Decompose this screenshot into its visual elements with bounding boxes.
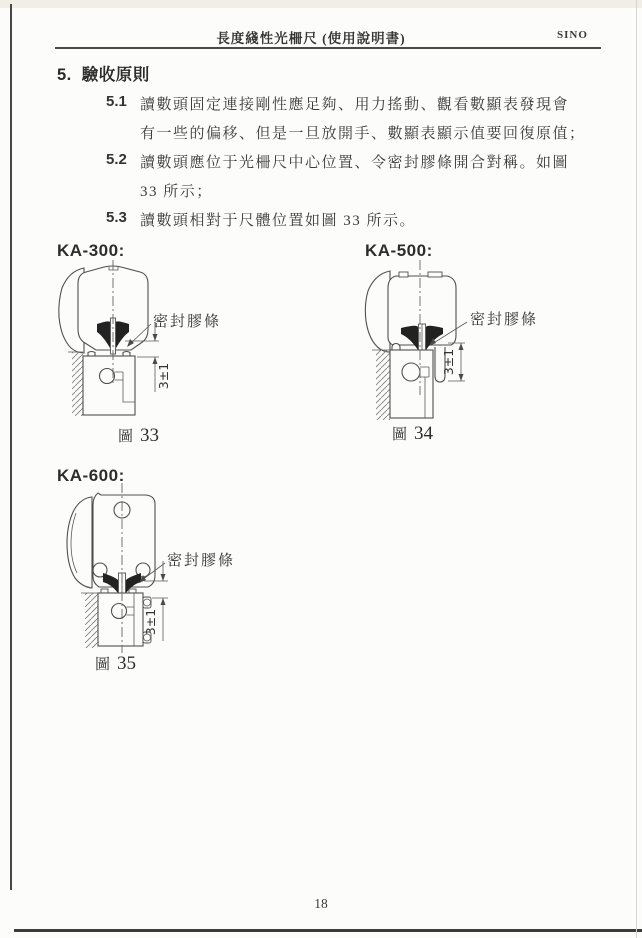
header-title: 長度綫性光柵尺 (使用說明書) [216, 31, 406, 46]
item-5-1-line-2: 有一些的偏移、但是一旦放開手、數顯表顯示值要回復原值； [140, 126, 586, 142]
caption-prefix: 圖 [392, 427, 408, 443]
page-number: 18 [314, 896, 328, 911]
scan-top-band [0, 0, 642, 8]
seal-strip-label: 密封膠條 [167, 553, 236, 569]
figure-34-caption [392, 423, 433, 445]
item-5-1-number: 5.1 [106, 93, 127, 110]
item-5-3-number: 5.3 [106, 209, 127, 226]
reading-head-bracket [390, 350, 433, 418]
figure-33-caption [118, 425, 159, 447]
section-number: 5. [57, 66, 72, 84]
caption-number: 34 [414, 423, 434, 444]
ka300-cross-section-drawing [57, 260, 307, 440]
scan-bottom-border [14, 929, 642, 932]
item-5-3-line-1: 讀數頭相對于尺體位置如圖 33 所示。 [140, 213, 417, 229]
header-rule [55, 47, 601, 49]
item-5-2-line-2: 33 所示； [140, 184, 213, 200]
caption-number: 35 [117, 653, 137, 674]
gap-dimension-label: 3±1 [156, 362, 171, 390]
scan-right-edge [636, 0, 637, 938]
section-heading [57, 61, 150, 85]
caption-prefix: 圖 [95, 657, 111, 673]
caption-number: 33 [140, 425, 160, 446]
item-5-2-number: 5.2 [106, 151, 127, 168]
wall-hatching [85, 593, 98, 648]
ka600-cross-section-drawing [55, 481, 315, 676]
section-title: 驗收原則 [81, 66, 150, 84]
wall-hatching [376, 350, 390, 420]
gap-dimension-label: 3±1 [441, 348, 456, 376]
ka500-cross-section-drawing [363, 260, 613, 440]
figure-ka500-model-label: KA-500: [365, 241, 433, 260]
reading-head-bracket [83, 356, 135, 415]
wall-hatching [72, 352, 83, 416]
figure-35-caption [95, 653, 136, 675]
caption-prefix: 圖 [118, 429, 134, 445]
gap-dimension-label: 3±1 [143, 608, 158, 636]
seal-strip-label: 密封膠條 [470, 312, 539, 328]
figure-ka600-model-label: KA-600: [57, 466, 125, 485]
scan-left-border [10, 4, 12, 890]
figure-ka300-model-label: KA-300: [57, 241, 125, 260]
reading-head-bracket [98, 593, 143, 646]
item-5-2-line-1: 讀數頭應位于光柵尺中心位置、令密封膠條開合對稱。如圖 [140, 155, 570, 171]
seal-strip-label: 密封膠條 [153, 314, 222, 330]
item-5-1-line-1: 讀數頭固定連接剛性應足夠、用力搖動、觀看數顯表發現會 [140, 97, 570, 113]
brand-logo-text: SINO [557, 29, 588, 41]
